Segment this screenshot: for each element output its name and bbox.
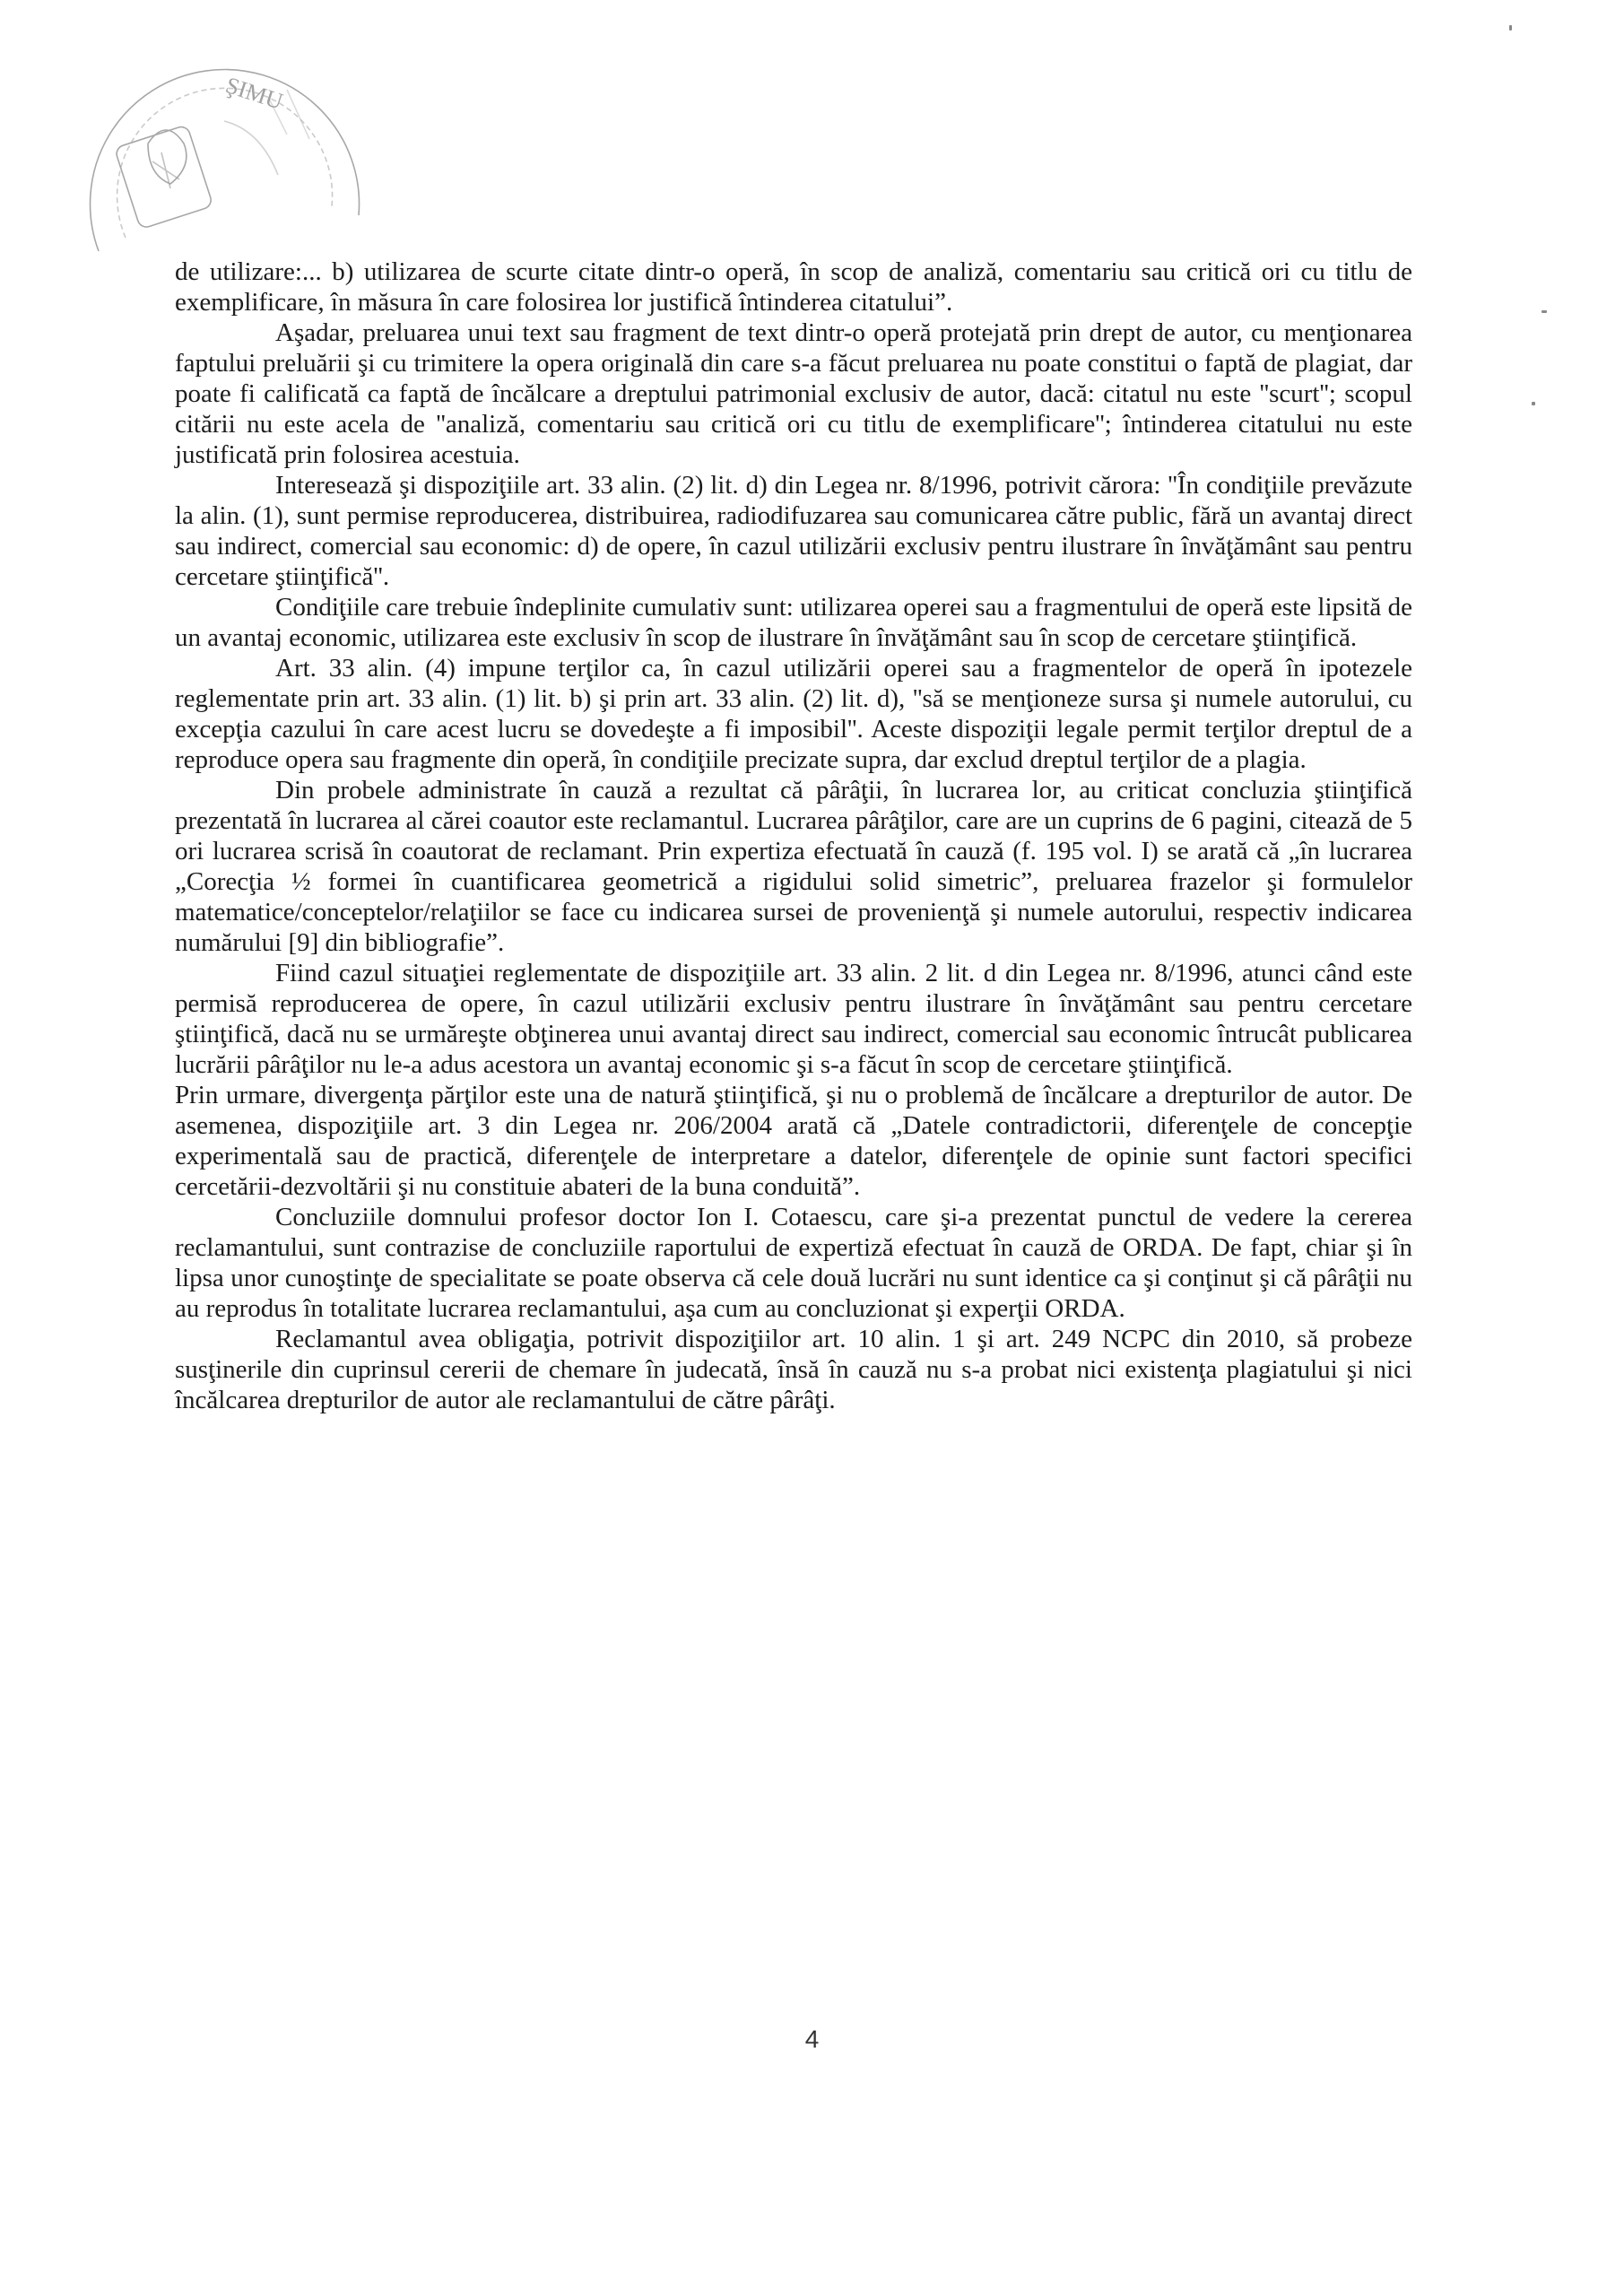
- page-number: 4: [804, 2025, 820, 2053]
- paragraph: Prin urmare, divergenţa părţilor este una de natură ştiinţifică, şi nu o problemă de încălcare a drepturilor de autor. De asemenea, dispoziţiile art. 3 din Legea nr. 206/2004 arată că „Datele contradictorii, diferenţele de concepţie experimentală sau de practică, diferenţele de interpretare a datelor, diferenţele de opinie sunt factori specifici cercetării-dezvoltării şi nu constituie abateri de la buna conduită”.: [175, 1081, 1412, 1201]
- paragraph: Interesează şi dispoziţiile art. 33 alin. (2) lit. d) din Legea nr. 8/1996, potrivit cărora: ''În condiţiile prevăzute la alin. (1), sunt permise reproducerea, distribuirea, radiodifuzarea sau comunicarea către public, fără un avantaj direct sau indirect, comercial sau economic: d) de opere, în cazul utilizării exclusiv pentru ilustrare în învăţământ sau pentru cercetare ştiinţifică''.: [175, 471, 1412, 591]
- paragraph: Reclamantul avea obligaţia, potrivit dispoziţiilor art. 10 alin. 1 şi art. 249 NCPC din 2010, să probeze susţinerile din cuprinsul cererii de chemare în judecată, însă în cauză nu s-a probat nici existenţa plagiatului şi nici încălcarea drepturilor de autor ale reclamantului de către pârâţi.: [175, 1325, 1412, 1414]
- scan-speck: [1532, 402, 1535, 405]
- paragraph: de utilizare:... b) utilizarea de scurte citate dintr-o operă, în scop de analiză, comentariu sau critică ori cu titlu de exemplificare, în măsura în care folosirea lor justifică întinderea citatului”.: [175, 257, 1412, 317]
- scan-speck: [1541, 310, 1547, 313]
- paragraph: Condiţiile care trebuie îndeplinite cumulativ sunt: utilizarea operei sau a fragmentului de operă este lipsită de un avantaj economic, utilizarea este exclusiv în scop de ilustrare în învăţământ sau în scop de cercetare ştiinţifică.: [175, 593, 1412, 652]
- document-body: [175, 257, 1412, 1415]
- paragraph: Art. 33 alin. (4) impune terţilor ca, în cazul utilizării operei sau a fragmentelor de operă în ipotezele reglementate prin art. 33 alin. (1) lit. b) şi prin art. 33 alin. (2) lit. d), ''să se menţioneze sursa şi numele autorului, cu excepţia cazului în care acest lucru se dovedeşte a fi imposibil''. Aceste dispoziţii legale permit terţilor dreptul de a reproduce opera sau fragmente din operă, în condiţiile precizate supra, dar exclud dreptul terţilor de a plagia.: [175, 654, 1412, 774]
- paragraph: Aşadar, preluarea unui text sau fragment de text dintr-o operă protejată prin drept de autor, cu menţionarea faptului preluării şi cu trimitere la opera originală din care s-a făcut preluarea nu poate constitui o faptă de plagiat, dar poate fi calificată ca faptă de încălcare a dreptului patrimonial exclusiv de autor, dacă: citatul nu este ''scurt''; scopul citării nu este acela de ''analiză, comentariu sau critică ori cu titlu de exemplificare''; întinderea citatului nu este justificată prin folosirea acestuia.: [175, 318, 1412, 469]
- paragraph: Fiind cazul situaţiei reglementate de dispoziţiile art. 33 alin. 2 lit. d din Legea nr. 8/1996, atunci când este permisă reproducerea de opere, în cazul utilizării exclusiv pentru ilustrare în învăţământ sau pentru cercetare ştiinţifică, dacă nu se urmăreşte obţinerea unui avantaj direct sau indirect, comercial sau economic întrucât publicarea lucrării pârâţilor nu le-a adus acestora un avantaj economic şi s-a făcut în scop de cercetare ştiinţifică.: [175, 959, 1412, 1079]
- paragraph: Din probele administrate în cauză a rezultat că pârâţii, în lucrarea lor, au criticat concluzia ştiinţifică prezentată în lucrarea al cărei coautor este reclamantul. Lucrarea pârâţilor, care are un cuprins de 6 pagini, citează de 5 ori lucrarea scrisă în coautorat de reclamant. Prin expertiza efectuată în cauză (f. 195 vol. I) se arată că „în lucrarea „Corecţia ½ formei în cuantificarea geometrică a rigidului solid simetric”, preluarea frazelor şi formulelor matematice/conceptelor/relaţiilor se face cu indicarea sursei de provenienţă şi numele autorului, respectiv indicarea numărului [9] din bibliografie”.: [175, 776, 1412, 957]
- stamp-text: ŞIMU: [222, 72, 286, 115]
- paragraph: Concluziile domnului profesor doctor Ion I. Cotaescu, care şi-a prezentat punctul de vedere la cererea reclamantului, sunt contrazise de concluziile raportului de expertiză efectuat în cauză de ORDA. De fapt, chiar şi în lipsa unor cunoştinţe de specialitate se poate observa că cele două lucrări nu sunt identice ca şi conţinut şi că pârâţii nu au reprodus în totalitate lucrarea reclamantului, aşa cum au concluzionat şi experţii ORDA.: [175, 1203, 1412, 1323]
- scan-speck: [1509, 25, 1512, 30]
